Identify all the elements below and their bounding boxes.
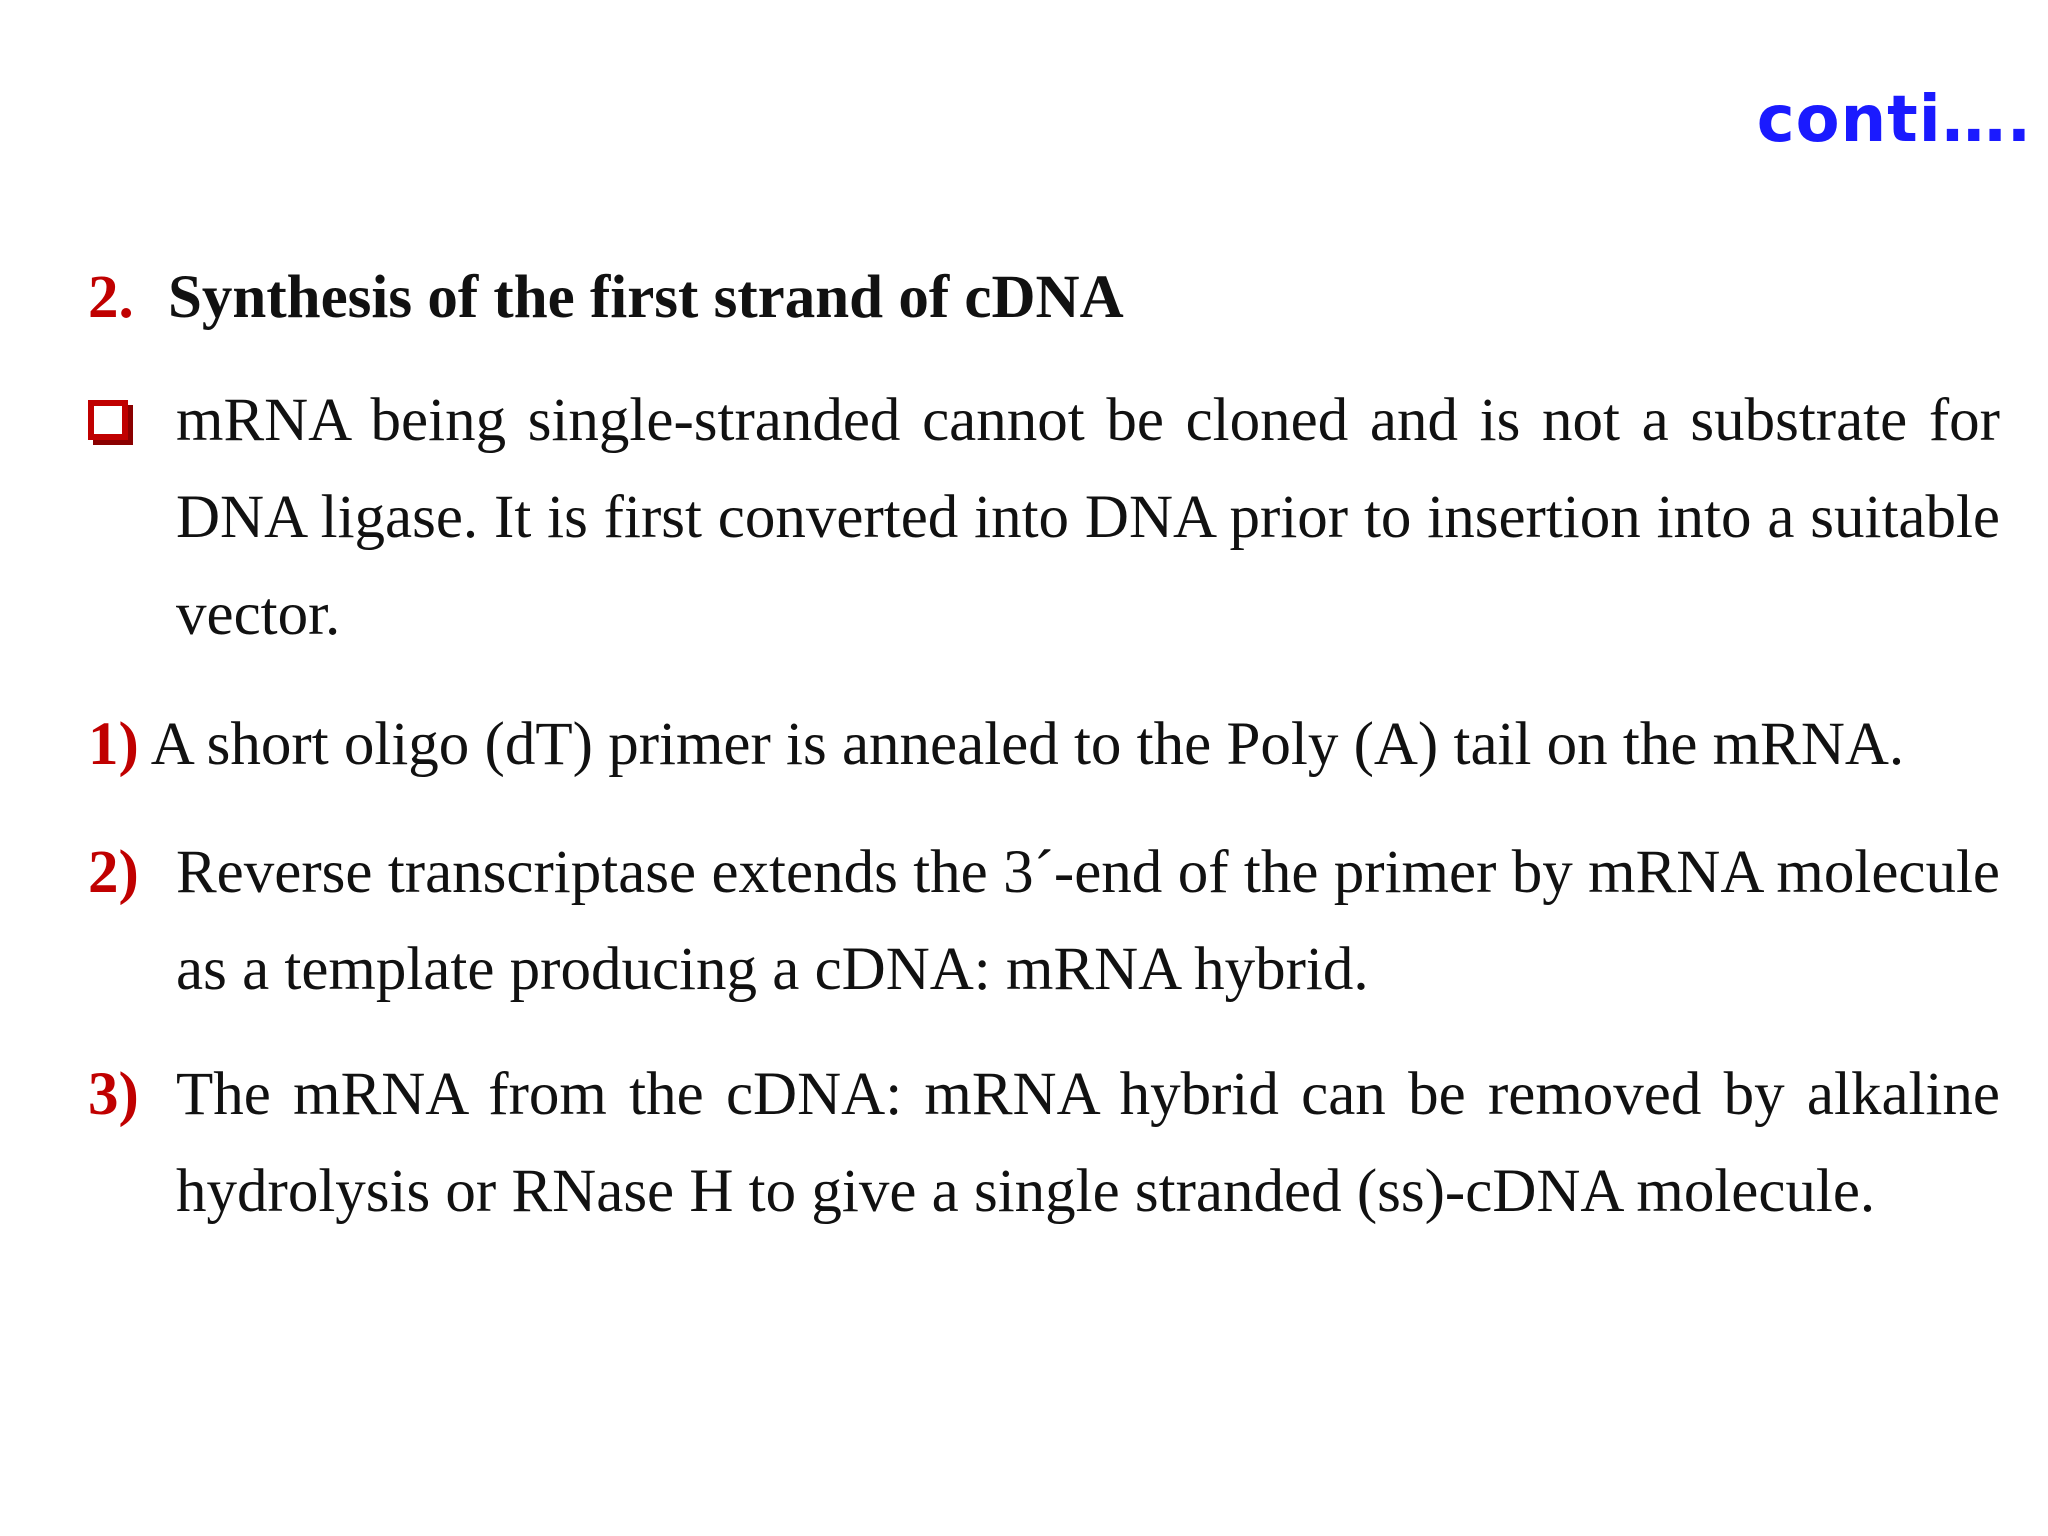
section-heading [88, 258, 1988, 338]
section-title: Synthesis of the first strand of cDNA [168, 264, 1124, 331]
step-text [88, 696, 2000, 793]
continued-label: conti…. [1756, 83, 2032, 157]
step-label: 2) [88, 839, 139, 906]
bullet-paragraph-text: mRNA being single-stranded cannot be cloned and is not a substrate for DNA ligase. It is first converted into DNA prior to insertion into a suitable vector. [176, 387, 2000, 648]
checkbox-bullet-icon [88, 400, 128, 440]
step-text: The mRNA from the cDNA: mRNA hybrid can be removed by alkaline hydrolysis or RNase H to give a single stranded (ss)-cDNA molecule. [176, 1061, 2000, 1225]
step-text: Reverse transcriptase extends the 3´-end of the primer by mRNA molecule as a template producing a cDNA: mRNA hybrid. [176, 839, 2000, 1003]
section-number: 2. [88, 264, 134, 331]
step-body: A short oligo (dT) primer is annealed to the Poly (A) tail on the mRNA. [150, 711, 1905, 778]
step-label: 1) [88, 711, 139, 778]
step-label: 3) [88, 1061, 139, 1128]
